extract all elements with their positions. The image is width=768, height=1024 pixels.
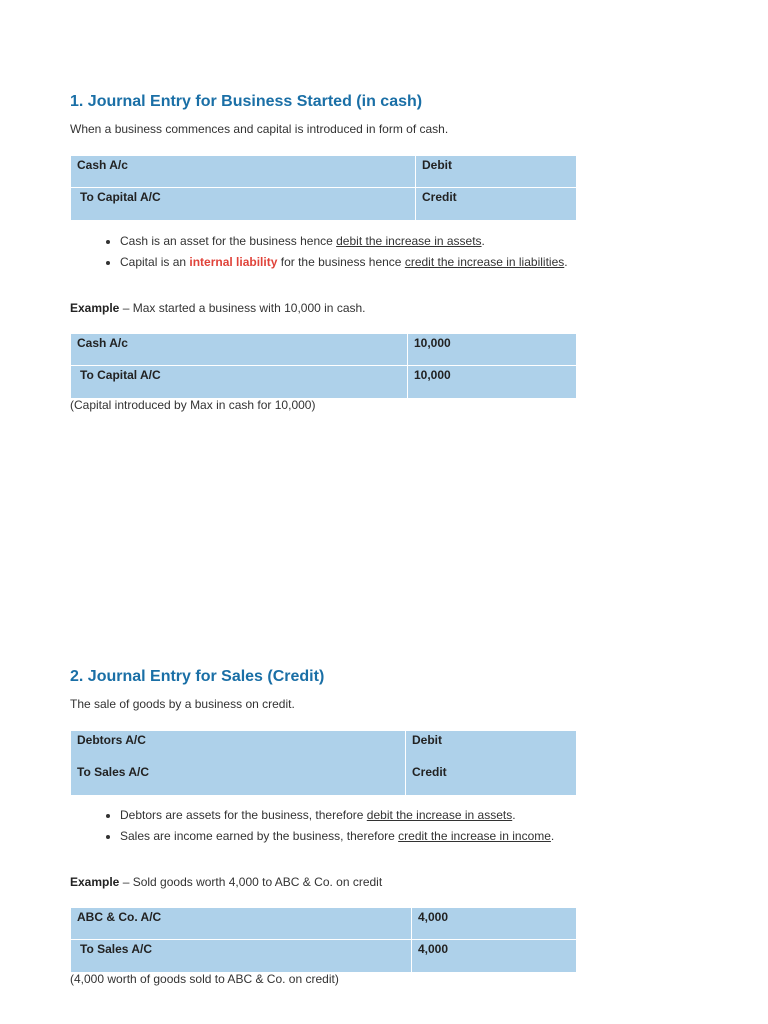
section-business-started (70, 92, 576, 412)
underlined-text: debit the increase in assets (366, 808, 513, 822)
section-intro: When a business commences and capital is introduced in form of cash. (70, 122, 449, 136)
amount-cell: 4,000 (412, 940, 577, 973)
notes-list (70, 808, 554, 850)
account-cell: Debtors A/C (71, 731, 406, 763)
list-item: • Debtors are assets for the business, therefore debit the increase in assets. (120, 808, 554, 822)
table-row (71, 334, 577, 366)
highlight-text: internal liability (189, 255, 278, 269)
underlined-text: credit the increase in liabilities (404, 255, 565, 269)
amount-cell: 10,000 (408, 334, 577, 366)
section-intro: The sale of goods by a business on credit. (70, 697, 295, 711)
table-row (71, 156, 577, 188)
amount-cell: 10,000 (408, 366, 577, 399)
example-line (70, 875, 382, 889)
table-row (71, 908, 577, 940)
side-cell: Credit (416, 188, 577, 221)
side-cell: Debit (406, 731, 577, 763)
side-cell: Debit (416, 156, 577, 188)
journal-entry-table (70, 730, 577, 796)
table-row (71, 763, 577, 796)
table-row (71, 940, 577, 973)
example-caption: (Capital introduced by Max in cash for 10,000) (70, 398, 316, 412)
section-sales-credit (70, 667, 576, 986)
account-cell: To Capital A/C (71, 188, 416, 221)
example-label: Example (70, 301, 120, 315)
journal-entry-table (70, 155, 577, 221)
example-caption: (4,000 worth of goods sold to ABC & Co. on credit) (70, 972, 339, 986)
list-item: • Sales are income earned by the business, therefore credit the increase in income. (120, 829, 554, 843)
side-cell: Credit (406, 763, 577, 796)
example-label: Example (70, 875, 120, 889)
section-title: 1. Journal Entry for Business Started (in cash) (70, 93, 423, 110)
table-row (71, 366, 577, 399)
example-text: – Max started a business with 10,000 in cash. (119, 301, 366, 315)
account-cell: Cash A/c (71, 334, 408, 366)
list-item: • Cash is an asset for the business hence debit the increase in assets. (120, 234, 568, 248)
account-cell: To Capital A/C (71, 366, 408, 399)
example-text: – Sold goods worth 4,000 to ABC & Co. on credit (119, 875, 383, 889)
section-title: 2. Journal Entry for Sales (Credit) (70, 668, 325, 685)
account-cell: To Sales A/C (71, 940, 412, 973)
example-line (70, 301, 366, 315)
amount-cell: 4,000 (412, 908, 577, 940)
underlined-text: credit the increase in income (398, 829, 551, 843)
notes-list (70, 234, 568, 276)
table-row (71, 188, 577, 221)
account-cell: To Sales A/C (71, 763, 406, 796)
account-cell: ABC & Co. A/C (71, 908, 412, 940)
list-item: • Capital is an internal liability for the business hence credit the increase in liabilities. (120, 255, 568, 269)
underlined-text: debit the increase in assets (336, 234, 482, 248)
example-entry-table (70, 907, 577, 973)
table-row (71, 731, 577, 763)
example-entry-table (70, 333, 577, 399)
account-cell: Cash A/c (71, 156, 416, 188)
